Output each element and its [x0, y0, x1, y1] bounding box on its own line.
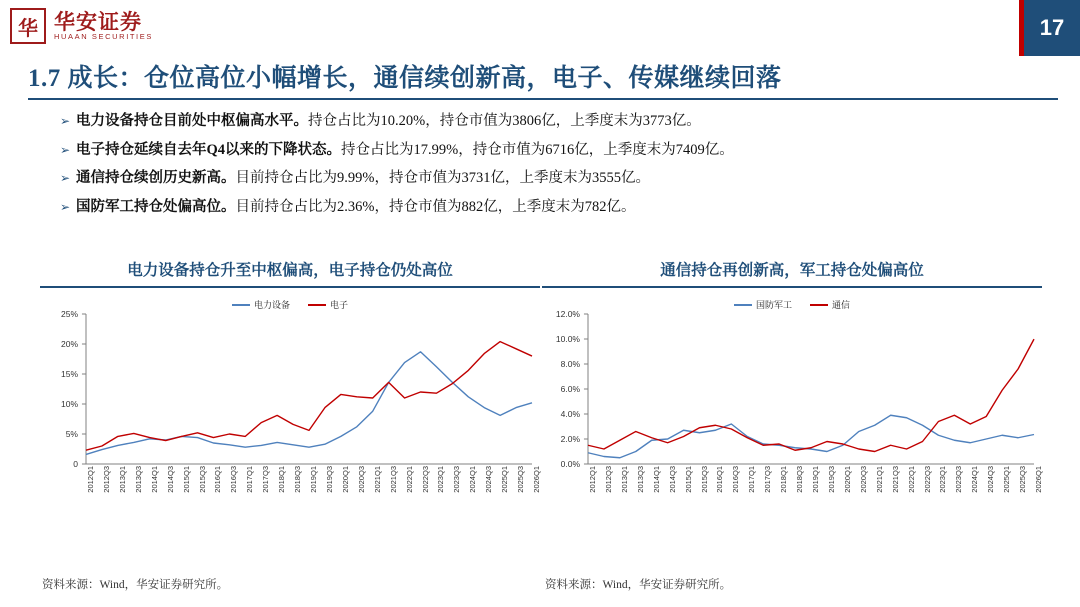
- x-axis-tick-label: 2024Q3: [484, 466, 494, 493]
- y-axis-tick-label: 20%: [60, 339, 78, 349]
- bullet-arrow-icon: ➢: [60, 171, 71, 186]
- x-axis-labels-right: [588, 464, 1043, 542]
- legend-item: [810, 298, 850, 311]
- bullet-bold: 电力设备持仓目前处中枢偏高水平。: [76, 113, 308, 129]
- legend-swatch-series-0: [734, 304, 752, 306]
- y-axis-tick-label: 25%: [60, 309, 78, 319]
- x-axis-tick-label: 2023Q1: [938, 466, 948, 493]
- logo-text: [54, 11, 153, 41]
- x-axis-labels-left: [86, 464, 541, 542]
- plot-area-left: [86, 314, 532, 464]
- y-axis-tick-label: 6.0%: [560, 384, 580, 394]
- x-axis-tick-label: 2015Q1: [181, 466, 191, 493]
- x-axis-tick-label: 2017Q1: [747, 466, 757, 493]
- legend-label: 国防军工: [755, 300, 792, 310]
- x-axis-tick-label: 2016Q3: [229, 466, 239, 493]
- legend-item: [734, 298, 792, 311]
- legend-label: 电子: [330, 300, 349, 310]
- x-axis-tick-label: 2021Q3: [388, 466, 398, 493]
- bullet-bold: 电子持仓延续自去年Q4以来的下降状态。: [76, 141, 342, 158]
- title-divider: [28, 98, 1058, 100]
- x-axis-tick-label: 2021Q3: [890, 466, 900, 493]
- x-axis-tick-label: 2012Q3: [101, 466, 111, 493]
- x-axis-tick-label: 2015Q1: [683, 466, 693, 493]
- plot-svg-right: [588, 314, 1034, 464]
- legend-swatch-series-1: [810, 304, 828, 306]
- x-axis-tick-label: 2014Q3: [165, 466, 175, 493]
- bullet-list: [60, 112, 1050, 226]
- x-axis-tick-label: 2012Q3: [603, 466, 613, 493]
- chart-title-right: 通信持仓再创新高，军工持仓处偏高位: [660, 262, 924, 279]
- list-item: [60, 112, 1050, 132]
- source-note-left: 资料来源：Wind，华安证券研究所。: [42, 579, 229, 591]
- x-axis-tick-label: 2021Q1: [874, 466, 884, 493]
- legend-item: [232, 298, 290, 311]
- x-axis-tick-label: 2018Q3: [795, 466, 805, 493]
- x-axis-tick-label: 2020Q1: [340, 466, 350, 493]
- chart-legend-right: [542, 298, 1042, 311]
- x-axis-tick-label: 2013Q1: [117, 466, 127, 493]
- list-item: [60, 169, 1050, 189]
- x-axis-tick-label: 2022Q3: [420, 466, 430, 493]
- y-axis-labels-right: [542, 309, 584, 469]
- bullet-rest: 持仓占比为17.99%，持仓市值为6716亿，上季度末为7409亿。: [341, 141, 734, 158]
- x-axis-tick-label: 2020Q3: [858, 466, 868, 493]
- chart-legend-left: [40, 298, 540, 311]
- x-axis-tick-label: 2013Q3: [635, 466, 645, 493]
- chart-panel-right: [542, 258, 1042, 542]
- x-axis-tick-label: 2013Q3: [133, 466, 143, 493]
- legend-label: 通信: [832, 300, 851, 310]
- x-axis-tick-label: 2014Q1: [651, 466, 661, 493]
- y-axis-labels-left: [40, 309, 82, 469]
- legend-swatch-series-1: [308, 304, 326, 306]
- bullet-rest: 目前持仓占比为2.36%，持仓市值为882亿，上季度末为782亿。: [235, 198, 636, 215]
- list-item: [60, 198, 1050, 218]
- x-axis-tick-label: 2019Q3: [826, 466, 836, 493]
- y-axis-tick-label: 15%: [60, 369, 78, 379]
- bullet-text: [76, 198, 635, 218]
- x-axis-tick-label: 2024Q1: [468, 466, 478, 493]
- y-axis-tick-label: 2.0%: [560, 434, 580, 444]
- y-axis-tick-label: 0.0%: [560, 459, 580, 469]
- y-axis-tick-label: 10.0%: [555, 334, 580, 344]
- logo-mark-icon: 华: [10, 8, 46, 44]
- bullet-arrow-icon: ➢: [60, 199, 71, 214]
- plot-area-right: [588, 314, 1034, 464]
- x-axis-tick-label: 2023Q3: [954, 466, 964, 493]
- x-axis-tick-label: 2016Q1: [213, 466, 223, 493]
- chart-title-divider-left: [40, 286, 540, 288]
- y-axis-tick-label: 12.0%: [555, 309, 580, 319]
- page-title: 1.7 成长：仓位高位小幅增长，通信续创新高，电子、传媒继续回落: [28, 65, 782, 92]
- x-axis-tick-label: 2012Q1: [86, 466, 95, 493]
- x-axis-tick-label: 2012Q1: [588, 466, 597, 493]
- y-axis-tick-label: 0: [73, 459, 78, 469]
- y-axis-tick-label: 4.0%: [560, 409, 580, 419]
- bullet-bold: 通信持仓续创历史新高。: [76, 170, 236, 187]
- chart-panel-left: [40, 258, 540, 542]
- x-axis-tick-label: 2022Q1: [404, 466, 414, 493]
- x-axis-tick-label: 2016Q3: [731, 466, 741, 493]
- bullet-arrow-icon: ➢: [60, 142, 71, 157]
- chart-title-divider-right: [542, 286, 1042, 288]
- page-number-badge: 17: [1024, 0, 1080, 56]
- list-item: [60, 141, 1050, 161]
- x-axis-tick-label: 2023Q3: [452, 466, 462, 493]
- x-axis-tick-label: 2014Q1: [149, 466, 159, 493]
- x-axis-tick-label: 2019Q1: [309, 466, 318, 493]
- bullet-bold: 国防军工持仓处偏高位。: [76, 198, 236, 215]
- x-axis-tick-label: 2025Q1: [500, 466, 510, 493]
- chart-right: [542, 292, 1042, 542]
- logo-name-cn: 华安证券: [54, 10, 142, 35]
- logo-name-en: HUAAN SECURITIES: [54, 32, 153, 42]
- legend-item: [308, 298, 348, 311]
- chart-title-left: 电力设备持仓升至中枢偏高，电子持仓仍处高位: [127, 262, 453, 279]
- source-note-right: 资料来源：Wind，华安证券研究所。: [545, 579, 732, 591]
- bullet-rest: 持仓占比为10.20%，持仓市值为3806亿，上季度末为3773亿。: [308, 113, 701, 129]
- legend-label: 电力设备: [253, 300, 290, 310]
- bullet-arrow-icon: ➢: [60, 114, 71, 128]
- bullet-text: [76, 141, 734, 161]
- x-axis-tick-label: 2015Q3: [699, 466, 709, 493]
- plot-svg-left: [86, 314, 532, 464]
- x-axis-tick-label: 2026Q1: [532, 466, 541, 493]
- y-axis-tick-label: 8.0%: [560, 359, 580, 369]
- x-axis-tick-label: 2026Q1: [1034, 466, 1043, 493]
- legend-swatch-series-0: [232, 304, 250, 306]
- x-axis-tick-label: 2019Q3: [324, 466, 334, 493]
- x-axis-tick-label: 2016Q1: [715, 466, 725, 493]
- brand-logo: [10, 8, 153, 44]
- x-axis-tick-label: 2025Q3: [1018, 466, 1028, 493]
- y-axis-tick-label: 10%: [60, 399, 78, 409]
- x-axis-tick-label: 2023Q1: [436, 466, 446, 493]
- x-axis-tick-label: 2015Q3: [197, 466, 207, 493]
- x-axis-tick-label: 2020Q1: [842, 466, 852, 493]
- chart-left: [40, 292, 540, 542]
- bullet-text: [76, 169, 650, 189]
- x-axis-tick-label: 2019Q1: [811, 466, 820, 493]
- x-axis-tick-label: 2021Q1: [372, 466, 382, 493]
- y-axis-tick-label: 5%: [65, 429, 78, 439]
- bullet-rest: 目前持仓占比为9.99%，持仓市值为3731亿，上季度末为3555亿。: [235, 170, 650, 187]
- x-axis-tick-label: 2017Q1: [245, 466, 255, 493]
- x-axis-tick-label: 2020Q3: [356, 466, 366, 493]
- bullet-text: [76, 112, 701, 132]
- x-axis-tick-label: 2013Q1: [619, 466, 629, 493]
- x-axis-tick-label: 2024Q1: [970, 466, 980, 493]
- x-axis-tick-label: 2018Q1: [779, 466, 789, 493]
- x-axis-tick-label: 2014Q3: [667, 466, 677, 493]
- x-axis-tick-label: 2017Q3: [763, 466, 773, 493]
- x-axis-tick-label: 2018Q3: [293, 466, 303, 493]
- x-axis-tick-label: 2017Q3: [261, 466, 271, 493]
- x-axis-tick-label: 2025Q1: [1002, 466, 1012, 493]
- x-axis-tick-label: 2022Q1: [906, 466, 916, 493]
- x-axis-tick-label: 2024Q3: [986, 466, 996, 493]
- x-axis-tick-label: 2022Q3: [922, 466, 932, 493]
- x-axis-tick-label: 2025Q3: [516, 466, 526, 493]
- x-axis-tick-label: 2018Q1: [277, 466, 287, 493]
